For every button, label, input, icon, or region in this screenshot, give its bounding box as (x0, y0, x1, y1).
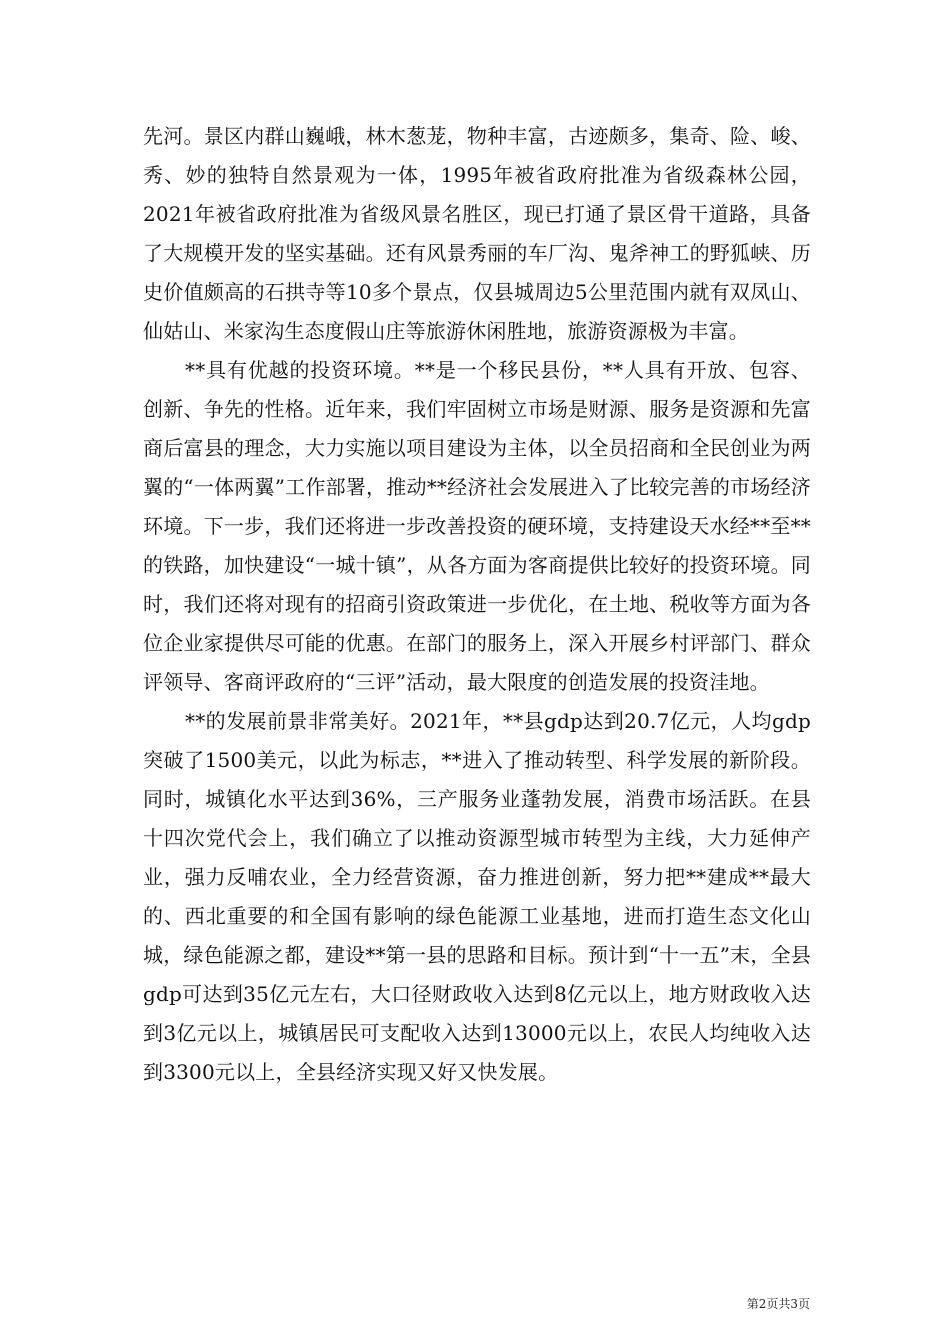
paragraph-scenic-area: 先河。景区内群山巍峨，林木葱茏，物种丰富，古迹颇多，集奇、险、峻、秀、妙的独特自然景观为一体，1995年被省政府批准为省级森林公园，2021年被省政府批准为省级风景名胜区，现已打通了景区骨干道路，具备了大规模开发的坚实基础。还有风景秀丽的车厂沟、鬼斧神工的野狐峡、历史价值颇高的石拱寺等10多个景点，仅县城周边5公里范围内就有双凤山、仙姑山、米家沟生态度假山庄等旅游休闲胜地，旅游资源极为丰富。 (143, 124, 811, 343)
page-number: 第2页共3页 (746, 1297, 810, 1311)
paragraph-development-prospects: **的发展前景非常美好。2021年，**县gdp达到20.7亿元，人均gdp突破了1500美元，以此为标志，**进入了推动转型、科学发展的新阶段。同时，城镇化水平达到36%，三产服务业蓬勃发展，消费市场活跃。在县十四次党代会上，我们确立了以推动资源型城市转型为主线，大力延伸产业，强力反哺农业，全力经营资源，奋力推进创新，努力把**建成**最大的、西北重要的和全国有影响的绿色能源工业基地，进而打造生态文化山城，绿色能源之都，建设**第一县的思路和目标。预计到“十一五”末，全县gdp可达到35亿元左右，大口径财政收入达到8亿元以上，地方财政收入达到3亿元以上，城镇居民可支配收入达到13000元以上，农民人均纯收入达到3300元以上，全县经济实现又好又快发展。 (143, 709, 811, 1084)
document-body (143, 117, 811, 1092)
paragraph-investment-environment: **具有优越的投资环境。**是一个移民县份，**人具有开放、包容、创新、争先的性格。近年来，我们牢固树立市场是财源、服务是资源和先富商后富县的理念，大力实施以项目建设为主体，以全员招商和全民创业为两翼的“一体两翼”工作部署，推动**经济社会发展进入了比较完善的市场经济环境。下一步，我们还将进一步改善投资的硬环境，支持建设天水经**至**的铁路，加快建设“一城十镇”，从各方面为客商提供比较好的投资环境。同时，我们还将对现有的招商引资政策进一步优化，在土地、税收等方面为各位企业家提供尽可能的优惠。在部门的服务上，深入开展乡村评部门、群众评领导、客商评政府的“三评”活动，最大限度的创造发展的投资洼地。 (143, 358, 811, 694)
